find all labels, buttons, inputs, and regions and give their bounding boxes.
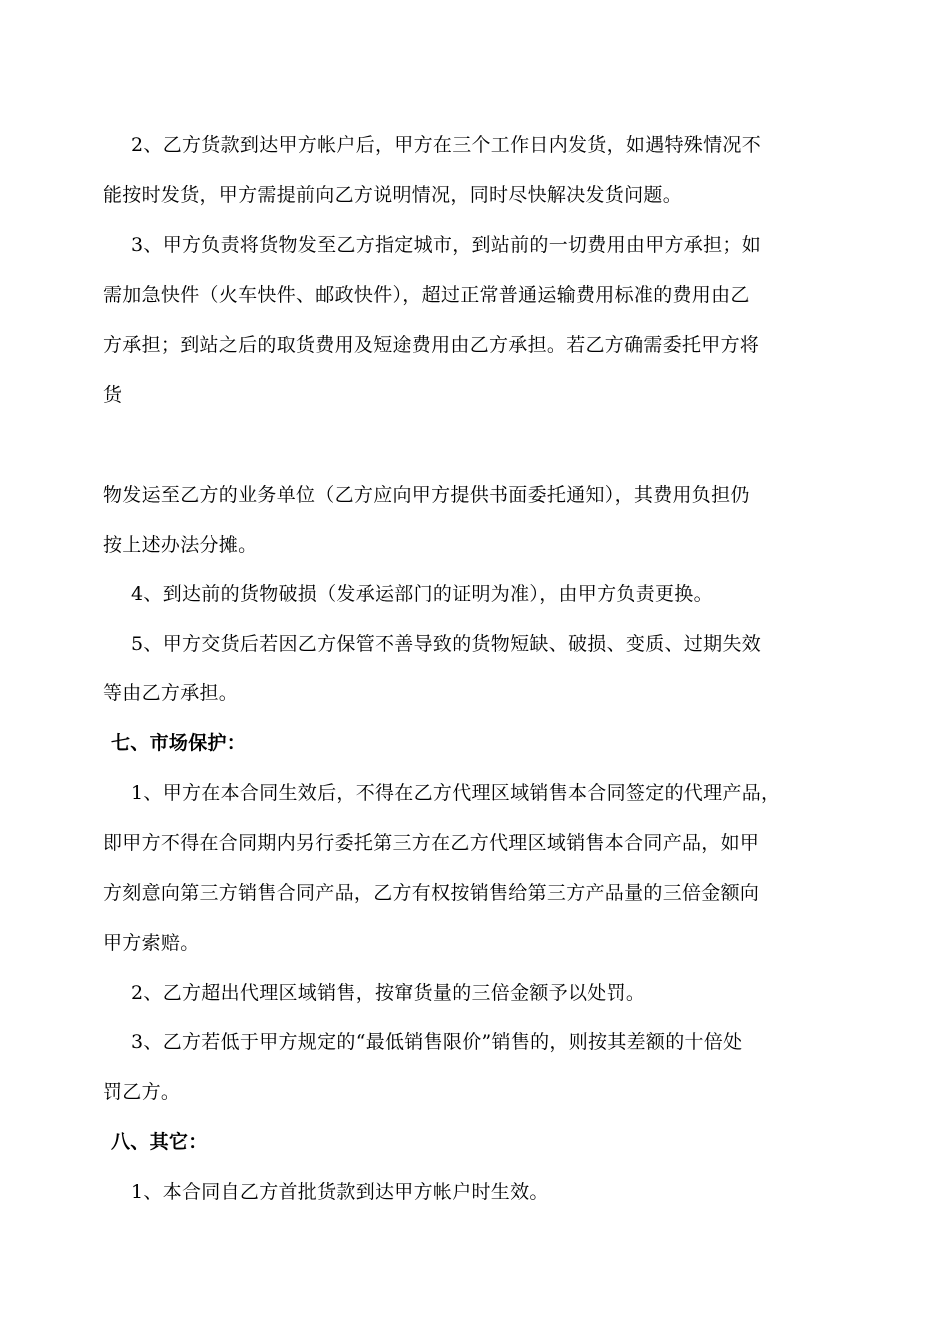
paragraph-line: 方刻意向第三方销售合同产品，乙方有权按销售给第三方产品量的三倍金额向 [103, 882, 760, 904]
section-heading: 八、其它： [111, 1131, 208, 1153]
paragraph-line: 需加急快件（火车快件、邮政快件），超过正常普通运输费用标准的费用由乙 [103, 284, 750, 306]
paragraph-line: 物发运至乙方的业务单位（乙方应向甲方提供书面委托通知），其费用负担仍 [103, 484, 750, 506]
paragraph-line: 3、甲方负责将货物发至乙方指定城市，到站前的一切费用由甲方承担；如 [131, 234, 761, 256]
paragraph-line: 2、乙方货款到达甲方帐户后，甲方在三个工作日内发货，如遇特殊情况不 [131, 134, 761, 156]
paragraph-line: 货 [103, 384, 123, 406]
section-heading: 七、市场保护： [111, 732, 247, 754]
paragraph-line: 1、本合同自乙方首批货款到达甲方帐户时生效。 [131, 1181, 549, 1203]
paragraph-line: 2、乙方超出代理区域销售，按窜货量的三倍金额予以处罚。 [131, 982, 646, 1004]
paragraph-line: 能按时发货，甲方需提前向乙方说明情况，同时尽快解决发货问题。 [103, 184, 683, 206]
paragraph-line: 5、甲方交货后若因乙方保管不善导致的货物短缺、破损、变质、过期失效 [131, 633, 761, 655]
paragraph-line: 罚乙方。 [103, 1081, 181, 1103]
paragraph-line: 1、甲方在本合同生效后，不得在乙方代理区域销售本合同签定的代理产品， [131, 782, 781, 804]
paragraph-line: 3、乙方若低于甲方规定的“最低销售限价”销售的，则按其差额的十倍处 [131, 1031, 743, 1053]
paragraph-line: 按上述办法分摊。 [103, 534, 258, 556]
paragraph-line: 甲方索赔。 [103, 932, 200, 954]
paragraph-line: 方承担；到站之后的取货费用及短途费用由乙方承担。若乙方确需委托甲方将 [103, 334, 760, 356]
paragraph-line: 等由乙方承担。 [103, 682, 239, 704]
paragraph-line: 即甲方不得在合同期内另行委托第三方在乙方代理区域销售本合同产品，如甲 [103, 832, 760, 854]
paragraph-line: 4、到达前的货物破损（发承运部门的证明为准），由甲方负责更换。 [131, 583, 713, 605]
